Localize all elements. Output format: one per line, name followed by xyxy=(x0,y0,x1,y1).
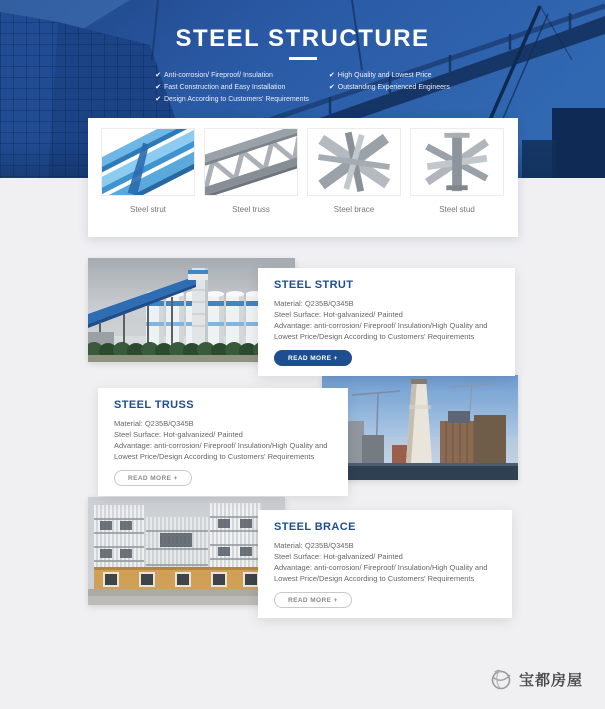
feature-text: Outstanding Experienced Engineers xyxy=(337,84,450,92)
read-more-button[interactable]: READ MORE + xyxy=(274,592,352,608)
feature-text: Design According to Customers' Requirements xyxy=(164,96,309,104)
product-material: Material: Q235B/Q345B xyxy=(274,299,354,308)
brand-logo xyxy=(488,666,583,692)
product-advantage: Advantage: anti-corrosion/ Fireproof/ Insulation/High Quality and Lowest Price/Design According to Customers' Requirements xyxy=(274,321,488,341)
product-section-steel-brace xyxy=(88,497,518,605)
gallery-item-steel-truss[interactable] xyxy=(204,128,298,227)
gallery-item-steel-stud[interactable] xyxy=(410,128,504,227)
steel-strut-info-card xyxy=(258,268,515,376)
gallery-item-label: Steel brace xyxy=(333,205,375,214)
read-more-button[interactable]: READ MORE + xyxy=(114,470,192,486)
feature-column-left xyxy=(155,70,309,106)
feature-text: Fast Construction and Easy Installation xyxy=(164,84,286,92)
check-icon: ✔ xyxy=(155,72,161,80)
steel-stud-thumbnail-image xyxy=(410,128,504,196)
brand-logo-text: 宝都房屋 xyxy=(519,671,584,689)
steel-truss-thumbnail-image xyxy=(204,128,298,196)
steel-truss-info-card xyxy=(98,388,348,496)
product-material: Material: Q235B/Q345B xyxy=(114,419,194,428)
product-surface: Steel Surface: Hot-galvanized/ Painted xyxy=(114,430,243,439)
feature-column-right xyxy=(329,70,450,106)
check-icon: ✔ xyxy=(155,84,161,92)
steel-brace-thumbnail-image xyxy=(307,128,401,196)
check-icon: ✔ xyxy=(155,96,161,104)
hero-content xyxy=(0,0,605,106)
steel-brace-photo xyxy=(88,497,285,605)
product-title: STEEL STRUT xyxy=(274,279,354,291)
product-advantage: Advantage: anti-corrosion/ Fireproof/ Insulation/High Quality and Lowest Price/Design According to Customers' Requirements xyxy=(114,441,328,461)
gallery-item-label: Steel stud xyxy=(439,205,475,214)
page-title: STEEL STRUCTURE xyxy=(175,25,430,52)
feature-item xyxy=(155,94,309,106)
product-section-steel-truss xyxy=(88,375,518,480)
feature-text: Anti-corrosion/ Fireproof/ Insulation xyxy=(164,72,273,80)
check-icon: ✔ xyxy=(328,72,335,80)
read-more-button[interactable]: READ MORE + xyxy=(274,350,352,366)
product-gallery-card xyxy=(88,118,518,237)
title-underline xyxy=(289,57,317,60)
feature-list xyxy=(0,70,605,106)
product-material: Material: Q235B/Q345B xyxy=(274,541,354,550)
feature-item xyxy=(329,70,450,82)
feature-item xyxy=(155,70,309,82)
product-section-steel-strut xyxy=(88,258,518,362)
product-surface: Steel Surface: Hot-galvanized/ Painted xyxy=(274,552,403,561)
globe-icon xyxy=(488,666,514,692)
steel-truss-photo xyxy=(322,375,518,480)
gallery-item-label: Steel truss xyxy=(232,205,270,214)
check-icon: ✔ xyxy=(328,84,335,92)
gallery-item-steel-strut[interactable] xyxy=(101,128,195,227)
feature-text: High Quality and Lowest Price xyxy=(337,72,432,80)
steel-brace-info-card xyxy=(258,510,512,618)
product-surface: Steel Surface: Hot-galvanized/ Painted xyxy=(274,310,403,319)
steel-strut-thumbnail-image xyxy=(101,128,195,196)
gallery-item-steel-brace[interactable] xyxy=(307,128,401,227)
product-title: STEEL BRACE xyxy=(274,521,356,533)
product-advantage: Advantage: anti-corrosion/ Fireproof/ Insulation/High Quality and Lowest Price/Design According to Customers' Requirements xyxy=(274,563,488,583)
feature-item xyxy=(329,82,450,94)
feature-item xyxy=(155,82,309,94)
product-title: STEEL TRUSS xyxy=(114,399,194,411)
gallery-item-label: Steel strut xyxy=(129,205,166,214)
